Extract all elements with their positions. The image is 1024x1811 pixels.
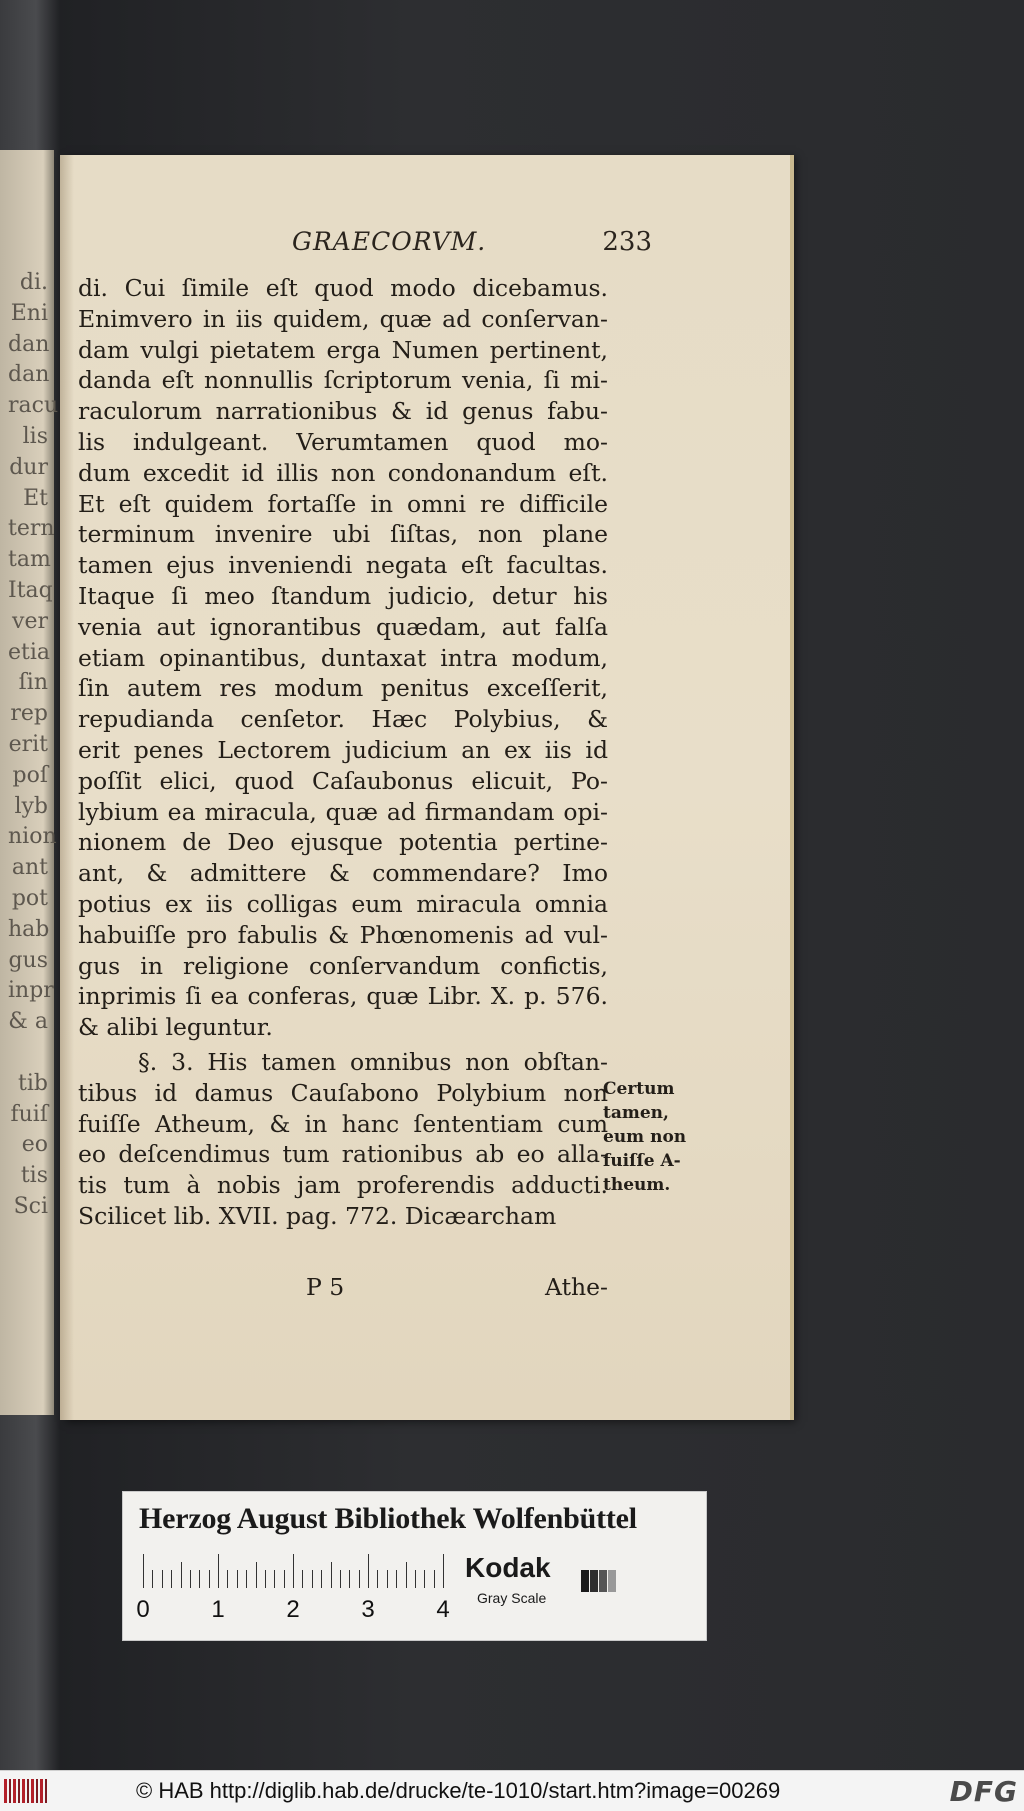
ruler-tick — [171, 1570, 172, 1588]
text-line: tibus id damus Cauſabono Polybium non — [78, 1078, 608, 1107]
text-line: danda eſt nonnullis ſcriptorum venia, ſi mi- — [78, 366, 608, 395]
text-line: dum excedit id illis non condonandum eſt. — [78, 458, 608, 487]
facing-page-fragment-line: pot — [11, 885, 48, 911]
text-line: §. 3. His tamen omnibus non obſtan- — [138, 1047, 608, 1076]
book-page — [60, 155, 790, 1420]
text-line: inprimis ſi ea conferas, quæ Libr. X. p. 576. — [78, 982, 608, 1011]
facing-page-fragment-line: Eni — [10, 300, 48, 326]
facing-page-fragment-line: tam — [8, 547, 51, 573]
ruler-tick — [237, 1570, 238, 1588]
facing-page-fragment-line: tern — [8, 516, 55, 542]
ruler-tick — [284, 1570, 285, 1588]
facing-page-fragment-line: dan — [8, 362, 50, 388]
text-line: lybium ea miracula, quæ ad firmandam opi- — [78, 797, 608, 826]
facing-page-fragment-line: lis — [22, 423, 48, 449]
facing-page-fragment-line: ſin — [18, 670, 48, 696]
marginal-note-line: eum non — [603, 1127, 687, 1147]
ruler-tick — [143, 1554, 144, 1588]
ruler-tick — [312, 1570, 313, 1588]
page-number: 233 — [602, 227, 652, 257]
ruler-tick — [359, 1570, 360, 1588]
ruler-tick — [218, 1554, 219, 1588]
text-line: repudianda cenſetor. Hæc Polybius, & — [78, 705, 608, 734]
ruler-label: 4 — [436, 1596, 450, 1623]
text-line: lis indulgeant. Verumtamen quod mo- — [78, 427, 608, 456]
color-calibration-card — [122, 1491, 707, 1641]
text-line: poſſit elici, quod Caſaubonus elicuit, Po- — [78, 766, 608, 795]
ruler-tick — [424, 1570, 425, 1588]
ruler-tick — [321, 1570, 322, 1588]
facing-page-fragment-line: racu — [8, 393, 59, 419]
ruler-label: 1 — [211, 1596, 225, 1623]
kodak-logo: Kodak — [465, 1552, 551, 1583]
text-line: potius ex iis colligas eum miracula omnia — [78, 889, 608, 918]
ruler-label: 3 — [361, 1596, 375, 1623]
ruler-label: 2 — [286, 1596, 300, 1623]
ruler-tick — [415, 1570, 416, 1588]
gray-scale-label: Gray Scale — [477, 1590, 547, 1606]
text-line: fuiſſe Atheum, & in hanc ſententiam cum — [78, 1109, 608, 1138]
ruler-tick — [181, 1562, 182, 1588]
text-line: ant, & admittere & commendare? Imo — [78, 859, 608, 888]
text-line: Itaque ſi meo ſtandum judicio, detur his — [78, 581, 608, 610]
dfg-logo: DFG — [949, 1775, 1018, 1808]
facing-page-fragment-line: inpr — [8, 978, 54, 1004]
facing-page-fragment-line: dan — [8, 331, 50, 357]
running-head: GRAECORVM. — [292, 227, 487, 256]
facing-page-fragment — [0, 150, 59, 1415]
ruler-tick — [199, 1570, 200, 1588]
text-line: nionem de Deo ejusque potentia pertine- — [78, 828, 608, 857]
signature-mark: P 5 — [306, 1273, 345, 1301]
facing-page-fragment-line: nion — [8, 824, 57, 850]
facing-page-fragment-line: lyb — [14, 793, 48, 819]
ruler-tick — [265, 1570, 266, 1588]
text-line: etiam opinantibus, duntaxat intra modum, — [78, 643, 608, 672]
ruler-tick — [256, 1562, 257, 1588]
text-line: ſin autem res modum penitus exceſſerit, — [78, 674, 608, 703]
ruler-tick — [377, 1570, 378, 1588]
card-title: Herzog August Bibliothek Wolfenbüttel — [139, 1502, 637, 1535]
facing-page-fragment-line: gus — [8, 947, 48, 973]
facing-page-fragment-line — [8, 1038, 48, 1069]
facing-page-fragment-line: Et — [23, 485, 48, 511]
marginal-note-line: theum. — [603, 1175, 671, 1195]
ruler-tick — [396, 1570, 397, 1588]
hab-barcode-icon — [4, 1779, 50, 1803]
ruler-tick — [434, 1570, 435, 1588]
facing-page-fragment-line: di. — [19, 270, 48, 295]
text-line: tamen ejus inveniendi negata eſt facultas. — [78, 551, 608, 580]
facing-page-fragment-line: dur — [9, 454, 48, 480]
text-line: & alibi leguntur. — [78, 1013, 273, 1042]
facing-page-fragment-line: rep — [10, 701, 48, 727]
ruler-tick — [443, 1554, 444, 1588]
facing-page-fragment-line: Sci — [13, 1193, 48, 1219]
page-footer-line — [78, 1273, 608, 1305]
facing-page-fragment-line: poſ — [12, 762, 48, 788]
text-line: gus in religione conſervandum confictis, — [78, 951, 608, 980]
text-line: terminum invenire ubi ſiſtas, non plane — [78, 520, 608, 549]
ruler-tick — [340, 1570, 341, 1588]
facing-page-text — [8, 268, 59, 1223]
ruler-tick — [302, 1570, 303, 1588]
marginal-note-line: tamen, — [603, 1103, 669, 1123]
facing-page-fragment-line: etia — [8, 639, 51, 665]
ruler-tick — [209, 1570, 210, 1588]
ruler-tick — [162, 1570, 163, 1588]
ruler-tick — [152, 1570, 153, 1588]
text-line: eo deſcendimus tum rationibus ab eo alla- — [78, 1140, 608, 1169]
marginal-note — [603, 1077, 695, 1197]
page-header — [292, 227, 652, 267]
ruler-scale — [136, 1554, 451, 1624]
text-line: Enimvero in iis quidem, quæ ad conſervan- — [78, 304, 608, 333]
ruler-tick — [368, 1554, 369, 1588]
facing-page-fragment-line: tib — [18, 1070, 48, 1096]
facing-page-fragment-line: tis — [20, 1163, 48, 1189]
ruler-tick — [331, 1562, 332, 1588]
facing-page-fragment-line: eo — [21, 1132, 48, 1158]
ruler-tick — [190, 1570, 191, 1588]
text-line: tis tum à nobis jam proferendis adducti. — [78, 1171, 608, 1200]
ruler-tick — [246, 1570, 247, 1588]
facing-page-fragment-line: Itaq — [8, 577, 53, 603]
source-url-link[interactable]: © HAB http://diglib.hab.de/drucke/te-1010/start.htm?image=00269 — [136, 1778, 781, 1803]
facing-page-fragment-line: & a — [8, 1009, 48, 1035]
facing-page-fragment-line: hab — [8, 916, 50, 942]
body-text — [78, 273, 608, 1232]
text-line: dam vulgi pietatem erga Numen pertinent, — [78, 335, 608, 364]
facing-page-fragment-line: ant — [11, 855, 48, 881]
facing-page-fragment-line: erit — [8, 731, 48, 757]
marginal-note-line: Certum — [603, 1079, 675, 1099]
ruler-tick — [227, 1570, 228, 1588]
text-line: habuiſſe pro fabulis & Phœnomenis ad vul- — [78, 920, 608, 949]
text-line: Scilicet lib. XVII. pag. 772. Dicæarcham — [78, 1201, 557, 1230]
ruler-tick — [293, 1554, 294, 1588]
text-line: erit penes Lectorem judicium an ex iis id — [78, 735, 608, 764]
text-line: raculorum narrationibus & id genus fabu- — [78, 397, 608, 426]
ruler-tick — [349, 1570, 350, 1588]
ruler-tick — [406, 1562, 407, 1588]
facing-page-fragment-line: ver — [12, 608, 48, 634]
catchword: Athe- — [545, 1273, 608, 1301]
text-line: Et eſt quidem fortaſſe in omni re difficile — [78, 489, 608, 518]
text-line: venia aut ignorantibus quædam, aut falſa — [78, 612, 608, 641]
text-line: di. Cui ſimile eſt quod modo dicebamus. — [78, 274, 608, 302]
gray-swatches — [581, 1570, 625, 1592]
ruler-tick — [274, 1570, 275, 1588]
facing-page-fragment-line: fuiſ — [10, 1101, 48, 1127]
marginal-note-line: fuiſſe A- — [603, 1151, 681, 1171]
ruler-tick — [387, 1570, 388, 1588]
viewer-footer — [0, 1770, 1024, 1811]
ruler-label: 0 — [136, 1596, 150, 1623]
